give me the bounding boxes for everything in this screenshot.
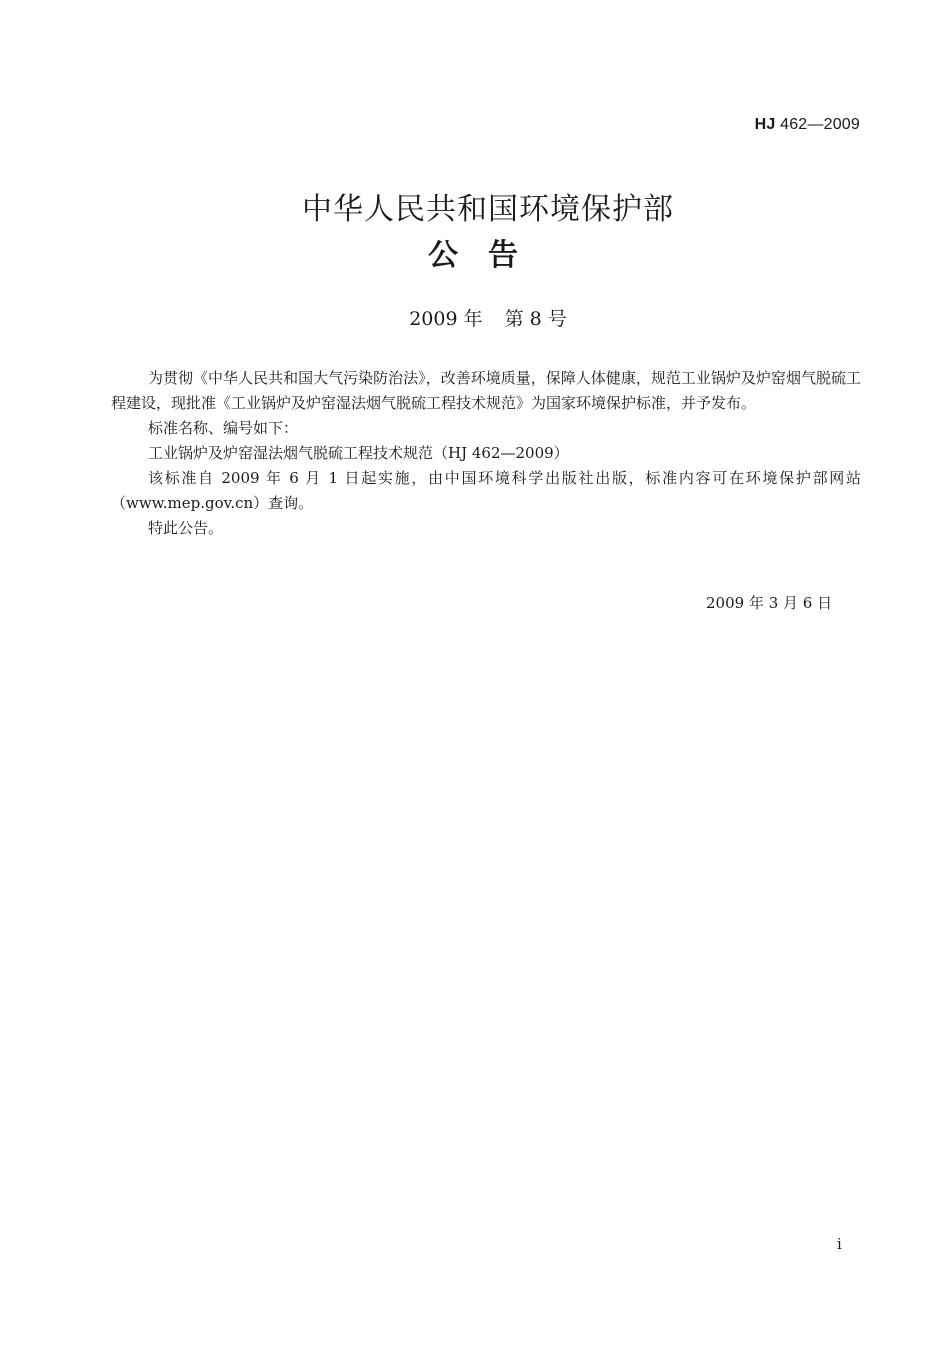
paragraph-standard-name: 工业锅炉及炉窑湿法烟气脱硫工程技术规范（HJ 462—2009） (148, 444, 569, 462)
standard-number: 462—2009 (780, 116, 860, 133)
issue-number (0, 304, 950, 331)
issue-year: 2009 年 (409, 308, 483, 330)
paragraph-implementation: 该标准自 2009 年 6 月 1 日起实施，由中国环境科学出版社出版，标准内容可在环境保护部网站（www.mep.gov.cn）查询。 (111, 469, 861, 512)
standard-code (755, 116, 860, 134)
paragraph-standard-label: 标准名称、编号如下： (148, 419, 299, 437)
paragraph-closing: 特此公告。 (148, 519, 224, 537)
page-number: i (837, 1235, 842, 1253)
announcement-date: 2009 年 3 月 6 日 (706, 594, 833, 612)
announcement-title: 公告 (428, 238, 548, 273)
announcement-body (111, 366, 861, 541)
paragraph-intro: 为贯彻《中华人民共和国大气污染防治法》，改善环境质量，保障人体健康，规范工业锅炉及炉窑烟气脱硫工程建设，现批准《工业锅炉及炉窑湿法烟气脱硫工程技术规范》为国家环境保护标准，并予发布。 (111, 369, 861, 412)
standard-prefix: HJ (754, 116, 776, 133)
issue-no: 第 8 号 (504, 308, 567, 330)
issuer-title: 中华人民共和国环境保护部 (302, 192, 674, 227)
